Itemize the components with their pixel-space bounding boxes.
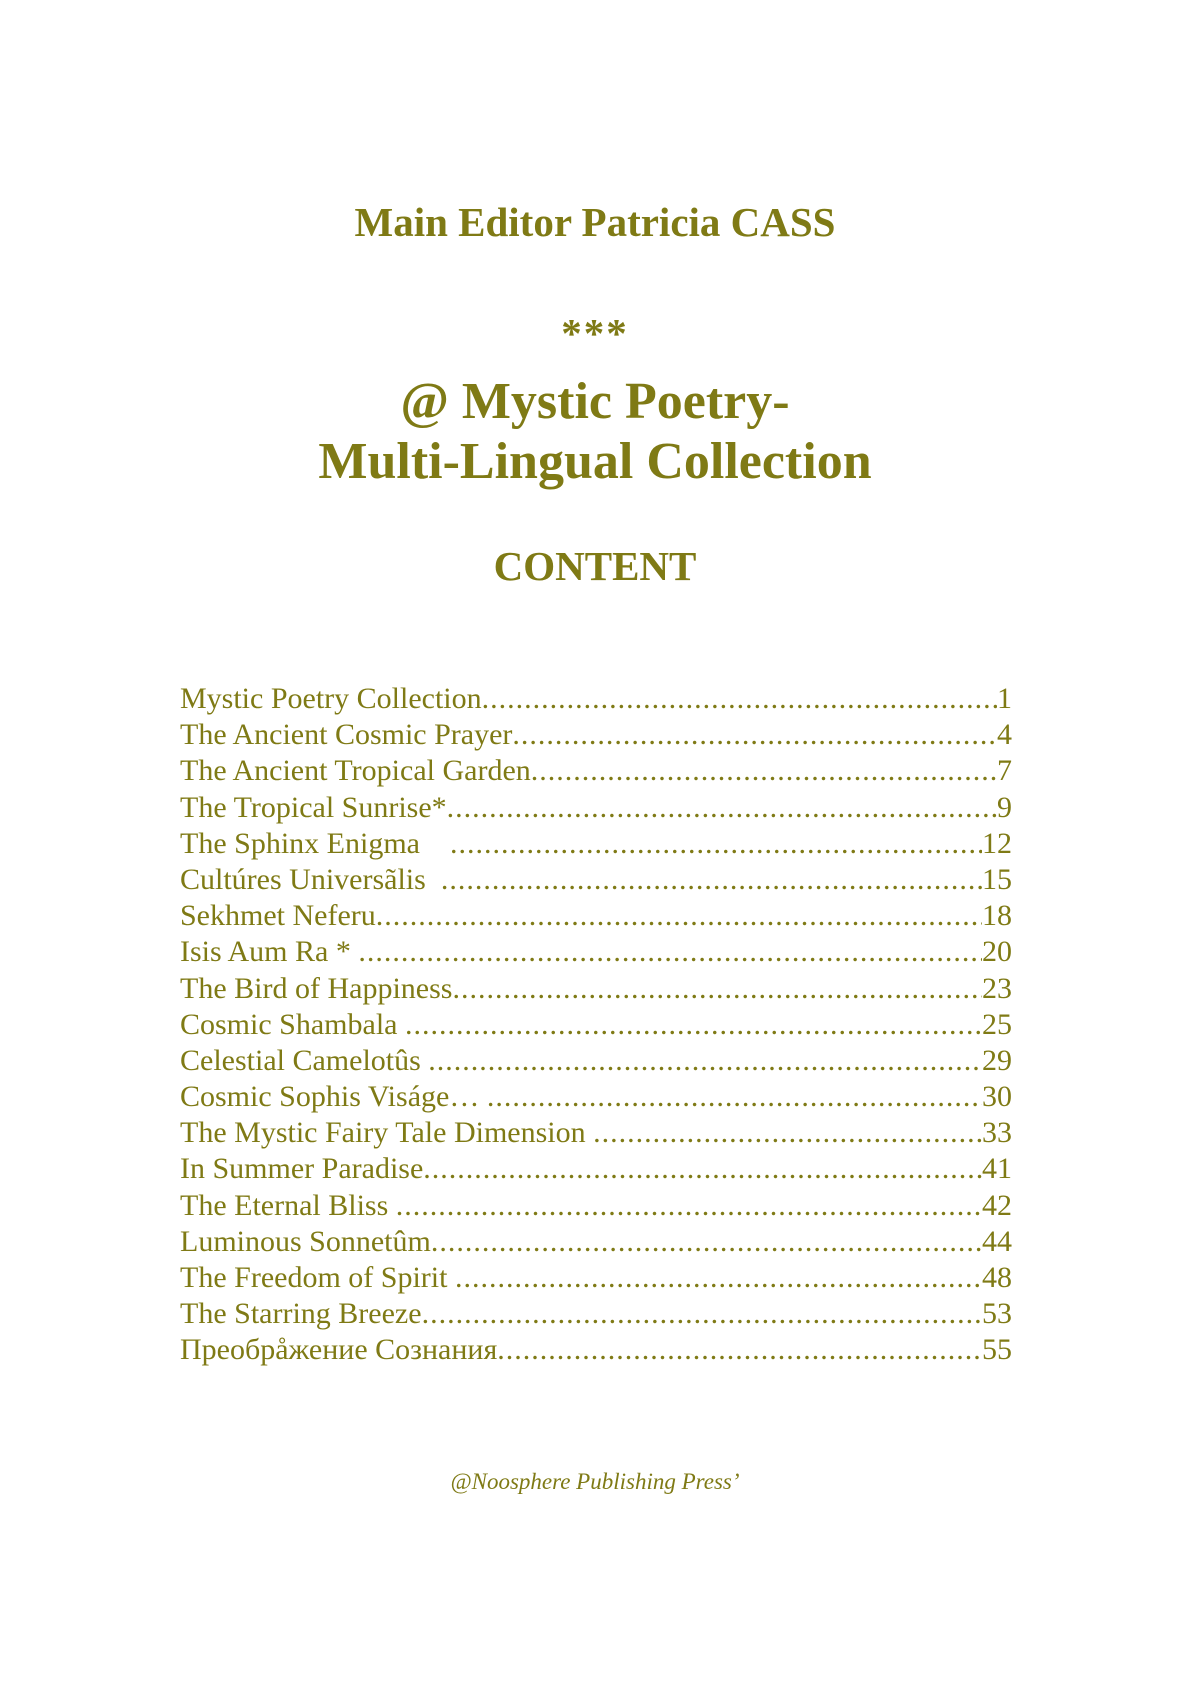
toc-leader-dots <box>497 1332 982 1368</box>
toc-leader-dots <box>450 826 982 862</box>
toc-leader-dots <box>512 717 997 753</box>
toc-entry-page: 30 <box>982 1080 1012 1114</box>
toc-leader-dots <box>428 1043 982 1079</box>
toc-entry-title: Luminous Sonnetûm <box>180 1224 431 1258</box>
toc-entry-title: Cosmic Shambala <box>180 1007 405 1041</box>
toc-entry-page: 41 <box>982 1152 1012 1186</box>
toc-leader-dots <box>447 790 997 826</box>
toc-entry <box>180 1079 1012 1115</box>
toc-entry-title: The Sphinx Enigma <box>180 826 450 860</box>
toc-entry <box>180 1043 1012 1079</box>
toc-entry-page: 44 <box>982 1224 1012 1258</box>
toc-entry <box>180 1332 1012 1368</box>
toc-entry-page: 29 <box>982 1043 1012 1077</box>
toc-entry-page: 4 <box>997 718 1012 752</box>
toc-leader-dots <box>531 753 997 789</box>
collection-title-line-1: @ Mystic Poetry- <box>400 373 790 430</box>
toc-entry-title: Cultúres Universãlis <box>180 862 441 896</box>
toc-entry-title: The Mystic Fairy Tale Dimension <box>180 1116 594 1150</box>
separator-stars: *** <box>561 310 629 356</box>
toc-entry-page: 23 <box>982 971 1012 1005</box>
toc-entry-title: Isis Aum Ra * <box>180 935 359 969</box>
toc-entry-page: 1 <box>997 682 1012 715</box>
toc-entry <box>180 681 1012 717</box>
toc-entry <box>180 1007 1012 1043</box>
toc-leader-dots <box>441 862 982 898</box>
toc-leader-dots <box>431 1224 982 1260</box>
toc-entry <box>180 862 1012 898</box>
toc-entry-title: The Freedom of Spirit <box>180 1261 455 1294</box>
toc-entry <box>180 1296 1012 1332</box>
toc-entry-title: The Ancient Cosmic Prayer <box>180 718 513 752</box>
toc-entry <box>180 1260 1012 1296</box>
toc-leader-dots <box>455 1260 982 1296</box>
main-editor-heading: Main Editor Patricia CASS <box>354 199 836 245</box>
toc-leader-dots <box>487 1079 982 1115</box>
toc-entry-title: Cosmic Sophis Viságe… <box>180 1080 487 1114</box>
table-of-contents <box>180 681 1012 1369</box>
toc-entry-title: The Eternal Bliss <box>180 1188 396 1222</box>
toc-leader-dots <box>422 1296 982 1332</box>
toc-leader-dots <box>358 934 982 970</box>
toc-leader-dots <box>593 1115 982 1151</box>
toc-entry-page: 7 <box>997 754 1012 788</box>
toc-entry-title: In Summer Paradise <box>180 1152 424 1186</box>
toc-entry-title: Преобрåжение Сознания <box>180 1333 498 1367</box>
toc-entry-page: 55 <box>982 1333 1012 1367</box>
toc-entry-page: 15 <box>982 862 1012 896</box>
toc-entry <box>180 898 1012 934</box>
toc-leader-dots <box>423 1151 982 1187</box>
toc-entry-page: 9 <box>997 790 1012 824</box>
toc-entry <box>180 1115 1012 1151</box>
toc-entry-page: 12 <box>982 826 1012 860</box>
toc-leader-dots <box>376 898 982 934</box>
toc-entry-title: Sekhmet Neferu <box>180 899 376 933</box>
toc-entry <box>180 826 1012 862</box>
toc-entry <box>180 753 1012 789</box>
toc-entry-page: 33 <box>982 1116 1012 1150</box>
toc-entry <box>180 1151 1012 1187</box>
toc-entry <box>180 1188 1012 1224</box>
toc-entry-page: 42 <box>982 1188 1012 1222</box>
collection-title <box>0 372 1190 492</box>
toc-entry <box>180 717 1012 753</box>
toc-leader-dots <box>482 681 997 717</box>
toc-entry-title: The Tropical Sunrise* <box>180 790 447 824</box>
toc-entry <box>180 934 1012 970</box>
toc-entry-title: The Starring Breeze <box>180 1297 422 1331</box>
toc-entry <box>180 971 1012 1007</box>
toc-entry <box>180 1224 1012 1260</box>
toc-entry-title: The Bird of Happiness <box>180 971 453 1005</box>
toc-leader-dots <box>405 1007 982 1043</box>
toc-entry-title: Mystic Poetry Collection <box>180 682 482 715</box>
toc-entry-page: 25 <box>982 1007 1012 1041</box>
toc-entry-page: 53 <box>982 1297 1012 1331</box>
toc-leader-dots <box>452 971 982 1007</box>
publisher-footer: @Noosphere Publishing Press’ <box>450 1469 740 1494</box>
toc-entry-title: Celestial Camelotûs <box>180 1043 429 1077</box>
collection-title-line-2: Multi-Lingual Collection <box>318 433 872 490</box>
toc-leader-dots <box>396 1188 982 1224</box>
content-heading: CONTENT <box>493 543 697 589</box>
toc-entry-page: 20 <box>982 935 1012 969</box>
toc-entry-title: The Ancient Tropical Garden <box>180 754 531 788</box>
toc-entry-page: 18 <box>982 899 1012 933</box>
toc-entry <box>180 790 1012 826</box>
toc-entry-page: 48 <box>982 1261 1012 1294</box>
